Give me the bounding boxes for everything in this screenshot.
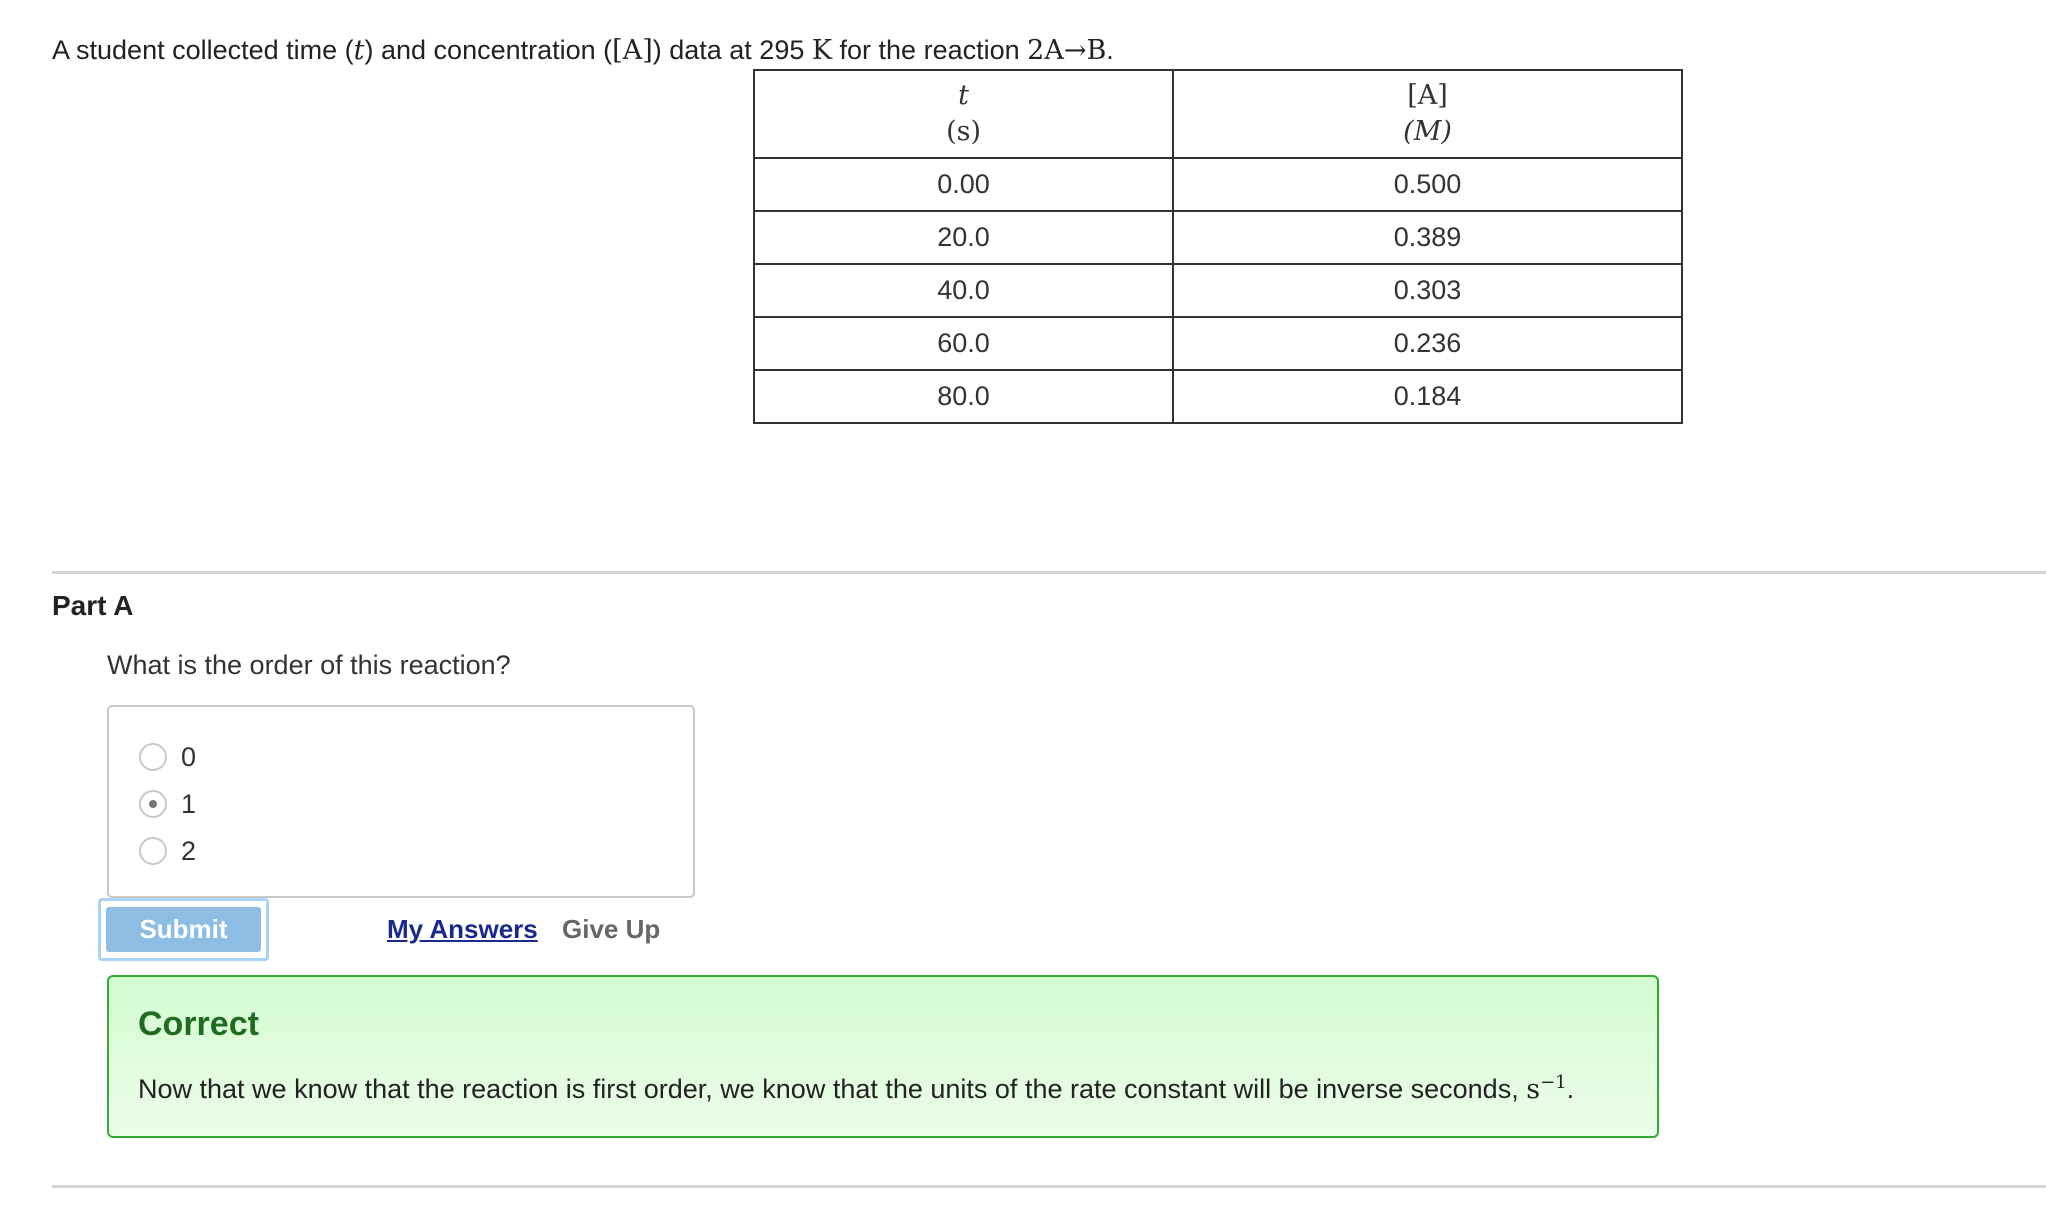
header-symbol: t <box>958 80 969 111</box>
unit-exponent: −1 <box>1540 1072 1567 1093</box>
section-divider-bottom <box>52 1185 2046 1188</box>
intro-text-1: A student collected time ( <box>52 35 354 65</box>
time-cell: 20.0 <box>754 211 1173 264</box>
radio-button[interactable] <box>139 837 167 865</box>
header-symbol: [A] <box>1407 80 1448 111</box>
my-answers-link[interactable]: My Answers <box>387 914 538 944</box>
problem-statement <box>52 30 1114 71</box>
feedback-text <box>138 1072 1574 1105</box>
intro-text-4: for the reaction <box>832 35 1028 65</box>
give-up-link[interactable]: Give Up <box>562 914 661 944</box>
intro-text-5: . <box>1106 35 1114 65</box>
table-row <box>754 317 1682 370</box>
data-table <box>753 69 1683 424</box>
time-column-header <box>754 70 1173 158</box>
option-1[interactable] <box>139 788 196 820</box>
time-cell: 60.0 <box>754 317 1173 370</box>
header-unit: (M) <box>1403 116 1452 147</box>
table-row <box>754 264 1682 317</box>
time-cell: 0.00 <box>754 158 1173 211</box>
concentration-cell: 0.389 <box>1173 211 1682 264</box>
table-row <box>754 370 1682 423</box>
table-row <box>754 211 1682 264</box>
radio-button[interactable] <box>139 743 167 771</box>
option-2[interactable] <box>139 835 196 867</box>
table-header-row <box>754 70 1682 158</box>
time-symbol: t <box>353 35 365 66</box>
concentration-cell: 0.184 <box>1173 370 1682 423</box>
part-title: Part A <box>52 590 134 621</box>
unit-symbol: s <box>1526 1074 1541 1105</box>
radio-button-selected[interactable] <box>139 790 167 818</box>
question-text: What is the order of this reaction? <box>107 650 511 680</box>
kelvin-unit: K <box>811 35 833 66</box>
intro-text-3: ) data at 295 <box>652 35 812 65</box>
feedback-title: Correct <box>138 1005 259 1043</box>
feedback-end: . <box>1566 1074 1575 1104</box>
submit-focus-ring <box>98 898 269 961</box>
header-unit: (s) <box>946 116 981 147</box>
concentration-column-header <box>1173 70 1682 158</box>
feedback-box <box>107 975 1659 1138</box>
option-label: 1 <box>181 788 197 819</box>
concentration-cell: 0.236 <box>1173 317 1682 370</box>
section-divider-top <box>52 571 2046 574</box>
table-row <box>754 158 1682 211</box>
concentration-cell: 0.303 <box>1173 264 1682 317</box>
time-cell: 80.0 <box>754 370 1173 423</box>
concentration-cell: 0.500 <box>1173 158 1682 211</box>
feedback-body: Now that we know that the reaction is first order, we know that the units of the rate constant will be inverse seconds, <box>138 1074 1527 1104</box>
intro-text-2: ) and concentration ( <box>364 35 613 65</box>
submit-button[interactable]: Submit <box>106 907 261 952</box>
concentration-symbol: [A] <box>612 35 653 66</box>
option-label: 0 <box>181 741 197 772</box>
time-cell: 40.0 <box>754 264 1173 317</box>
answer-options <box>107 705 695 898</box>
option-0[interactable] <box>139 741 196 773</box>
reaction-equation: 2A→B <box>1027 35 1107 66</box>
option-label: 2 <box>181 835 197 866</box>
